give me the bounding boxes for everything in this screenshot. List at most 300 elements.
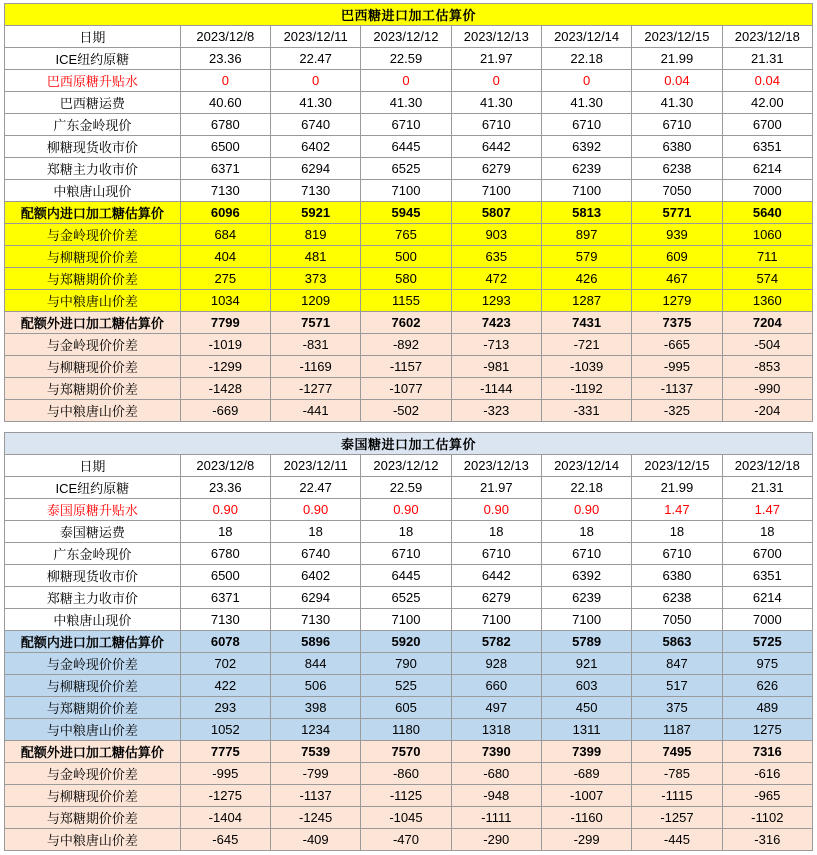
cell: 0.90 bbox=[180, 499, 270, 521]
cell: 6710 bbox=[361, 543, 451, 565]
cell: 6392 bbox=[541, 136, 631, 158]
table-thailand-import-processing-price bbox=[4, 432, 813, 851]
cell: 1060 bbox=[722, 224, 812, 246]
cell: 5813 bbox=[541, 202, 631, 224]
cell: 450 bbox=[541, 697, 631, 719]
cell: 6710 bbox=[541, 114, 631, 136]
cell: 21.31 bbox=[722, 477, 812, 499]
table-header-row bbox=[5, 26, 813, 48]
cell: 7050 bbox=[632, 609, 722, 631]
cell: -1019 bbox=[180, 334, 270, 356]
block-divider bbox=[4, 422, 813, 432]
header-date-6: 2023/12/18 bbox=[722, 26, 812, 48]
table-row bbox=[5, 499, 813, 521]
table-row bbox=[5, 180, 813, 202]
row-label: 与金岭现价价差 bbox=[5, 224, 181, 246]
cell: 6239 bbox=[541, 587, 631, 609]
row-label: 配额内进口加工糖估算价 bbox=[5, 202, 181, 224]
cell: 1275 bbox=[722, 719, 812, 741]
cell: -1299 bbox=[180, 356, 270, 378]
header-date-label: 日期 bbox=[5, 455, 181, 477]
cell: 42.00 bbox=[722, 92, 812, 114]
cell: 7423 bbox=[451, 312, 541, 334]
row-label: 巴西原糖升贴水 bbox=[5, 70, 181, 92]
table-title-row bbox=[5, 433, 813, 455]
cell: 6710 bbox=[361, 114, 451, 136]
cell: 1209 bbox=[270, 290, 360, 312]
cell: 7000 bbox=[722, 180, 812, 202]
cell: 6371 bbox=[180, 587, 270, 609]
cell: 603 bbox=[541, 675, 631, 697]
cell: 6402 bbox=[270, 136, 360, 158]
cell: -665 bbox=[632, 334, 722, 356]
cell: 7390 bbox=[451, 741, 541, 763]
row-label: 广东金岭现价 bbox=[5, 114, 181, 136]
cell: 6214 bbox=[722, 587, 812, 609]
cell: -299 bbox=[541, 829, 631, 851]
table-row bbox=[5, 290, 813, 312]
cell: 1311 bbox=[541, 719, 631, 741]
table-row bbox=[5, 763, 813, 785]
cell: 7570 bbox=[361, 741, 451, 763]
row-label: 与中粮唐山价差 bbox=[5, 400, 181, 422]
cell: 1034 bbox=[180, 290, 270, 312]
cell: -860 bbox=[361, 763, 451, 785]
table-title-brazil: 巴西糖进口加工估算价 bbox=[5, 4, 813, 26]
cell: -853 bbox=[722, 356, 812, 378]
row-label: 与中粮唐山价差 bbox=[5, 829, 181, 851]
row-label: 与中粮唐山价差 bbox=[5, 290, 181, 312]
cell: 6445 bbox=[361, 565, 451, 587]
cell: -990 bbox=[722, 378, 812, 400]
cell: 41.30 bbox=[632, 92, 722, 114]
cell: -1245 bbox=[270, 807, 360, 829]
cell: 7571 bbox=[270, 312, 360, 334]
cell: 21.97 bbox=[451, 477, 541, 499]
cell: 975 bbox=[722, 653, 812, 675]
table-row bbox=[5, 400, 813, 422]
table-row bbox=[5, 675, 813, 697]
cell: -445 bbox=[632, 829, 722, 851]
cell: 373 bbox=[270, 268, 360, 290]
cell: 790 bbox=[361, 653, 451, 675]
cell: 6351 bbox=[722, 565, 812, 587]
cell: -331 bbox=[541, 400, 631, 422]
cell: 6442 bbox=[451, 136, 541, 158]
table-row-highlight bbox=[5, 741, 813, 763]
cell: 0.90 bbox=[451, 499, 541, 521]
cell: 928 bbox=[451, 653, 541, 675]
cell: 7204 bbox=[722, 312, 812, 334]
cell: 22.59 bbox=[361, 48, 451, 70]
cell: 375 bbox=[632, 697, 722, 719]
cell: 6294 bbox=[270, 158, 360, 180]
cell: 0 bbox=[180, 70, 270, 92]
cell: -721 bbox=[541, 334, 631, 356]
table-title-thailand: 泰国糖进口加工估算价 bbox=[5, 433, 813, 455]
table-row bbox=[5, 246, 813, 268]
cell: 426 bbox=[541, 268, 631, 290]
table-row bbox=[5, 268, 813, 290]
cell: -1277 bbox=[270, 378, 360, 400]
cell: 5920 bbox=[361, 631, 451, 653]
cell: -1257 bbox=[632, 807, 722, 829]
header-date-2: 2023/12/12 bbox=[361, 26, 451, 48]
header-date-0: 2023/12/8 bbox=[180, 455, 270, 477]
cell: 0.04 bbox=[722, 70, 812, 92]
table-row bbox=[5, 136, 813, 158]
cell: -948 bbox=[451, 785, 541, 807]
cell: 580 bbox=[361, 268, 451, 290]
cell: 1360 bbox=[722, 290, 812, 312]
cell: 605 bbox=[361, 697, 451, 719]
cell: -204 bbox=[722, 400, 812, 422]
cell: 0 bbox=[361, 70, 451, 92]
cell: 6740 bbox=[270, 114, 360, 136]
cell: -441 bbox=[270, 400, 360, 422]
table-row-highlight bbox=[5, 631, 813, 653]
cell: 819 bbox=[270, 224, 360, 246]
row-label: ICE纽约原糖 bbox=[5, 477, 181, 499]
table-row bbox=[5, 70, 813, 92]
table-row bbox=[5, 224, 813, 246]
cell: -965 bbox=[722, 785, 812, 807]
cell: 1318 bbox=[451, 719, 541, 741]
cell: 41.30 bbox=[451, 92, 541, 114]
row-label: 与郑糖期价价差 bbox=[5, 807, 181, 829]
cell: -713 bbox=[451, 334, 541, 356]
cell: 0.90 bbox=[270, 499, 360, 521]
cell: 579 bbox=[541, 246, 631, 268]
cell: 21.97 bbox=[451, 48, 541, 70]
cell: 7050 bbox=[632, 180, 722, 202]
cell: 500 bbox=[361, 246, 451, 268]
cell: -1045 bbox=[361, 807, 451, 829]
cell: -1111 bbox=[451, 807, 541, 829]
cell: -689 bbox=[541, 763, 631, 785]
cell: 18 bbox=[722, 521, 812, 543]
cell: 517 bbox=[632, 675, 722, 697]
cell: -1169 bbox=[270, 356, 360, 378]
cell: 765 bbox=[361, 224, 451, 246]
cell: 5782 bbox=[451, 631, 541, 653]
table-row bbox=[5, 378, 813, 400]
cell: 1.47 bbox=[632, 499, 722, 521]
header-date-6: 2023/12/18 bbox=[722, 455, 812, 477]
cell: -325 bbox=[632, 400, 722, 422]
table-row-highlight bbox=[5, 312, 813, 334]
cell: -831 bbox=[270, 334, 360, 356]
cell: -316 bbox=[722, 829, 812, 851]
table-row bbox=[5, 114, 813, 136]
table-row bbox=[5, 807, 813, 829]
cell: 7130 bbox=[180, 609, 270, 631]
cell: -1157 bbox=[361, 356, 451, 378]
header-date-3: 2023/12/13 bbox=[451, 455, 541, 477]
cell: 6380 bbox=[632, 136, 722, 158]
cell: 6445 bbox=[361, 136, 451, 158]
header-date-5: 2023/12/15 bbox=[632, 455, 722, 477]
table-row bbox=[5, 48, 813, 70]
cell: 6710 bbox=[541, 543, 631, 565]
cell: 422 bbox=[180, 675, 270, 697]
cell: 6700 bbox=[722, 114, 812, 136]
cell: -785 bbox=[632, 763, 722, 785]
cell: 21.31 bbox=[722, 48, 812, 70]
cell: 6710 bbox=[632, 543, 722, 565]
cell: 23.36 bbox=[180, 477, 270, 499]
cell: 626 bbox=[722, 675, 812, 697]
row-label: 柳糖现货收市价 bbox=[5, 565, 181, 587]
cell: 293 bbox=[180, 697, 270, 719]
cell: -290 bbox=[451, 829, 541, 851]
cell: 7100 bbox=[361, 180, 451, 202]
table-row bbox=[5, 158, 813, 180]
cell: -470 bbox=[361, 829, 451, 851]
cell: 711 bbox=[722, 246, 812, 268]
cell: 23.36 bbox=[180, 48, 270, 70]
cell: 6371 bbox=[180, 158, 270, 180]
table-row-highlight bbox=[5, 202, 813, 224]
cell: 6500 bbox=[180, 565, 270, 587]
cell: -799 bbox=[270, 763, 360, 785]
cell: 847 bbox=[632, 653, 722, 675]
cell: 939 bbox=[632, 224, 722, 246]
table-row bbox=[5, 587, 813, 609]
cell: 6238 bbox=[632, 587, 722, 609]
row-label: 与郑糖期价价差 bbox=[5, 378, 181, 400]
cell: 7100 bbox=[541, 609, 631, 631]
cell: 1287 bbox=[541, 290, 631, 312]
cell: 7100 bbox=[361, 609, 451, 631]
cell: 0.04 bbox=[632, 70, 722, 92]
cell: 6279 bbox=[451, 587, 541, 609]
cell: 660 bbox=[451, 675, 541, 697]
table-row bbox=[5, 653, 813, 675]
cell: 5771 bbox=[632, 202, 722, 224]
cell: 7100 bbox=[451, 180, 541, 202]
header-date-4: 2023/12/14 bbox=[541, 26, 631, 48]
cell: -1077 bbox=[361, 378, 451, 400]
cell: 18 bbox=[270, 521, 360, 543]
cell: -1192 bbox=[541, 378, 631, 400]
cell: 525 bbox=[361, 675, 451, 697]
cell: -1125 bbox=[361, 785, 451, 807]
cell: 6096 bbox=[180, 202, 270, 224]
row-label: 配额外进口加工糖估算价 bbox=[5, 312, 181, 334]
cell: 1187 bbox=[632, 719, 722, 741]
row-label: 柳糖现货收市价 bbox=[5, 136, 181, 158]
cell: 844 bbox=[270, 653, 360, 675]
cell: -892 bbox=[361, 334, 451, 356]
table-row bbox=[5, 521, 813, 543]
cell: -995 bbox=[632, 356, 722, 378]
header-date-1: 2023/12/11 bbox=[270, 455, 360, 477]
cell: -1160 bbox=[541, 807, 631, 829]
table-row bbox=[5, 543, 813, 565]
cell: -502 bbox=[361, 400, 451, 422]
cell: 574 bbox=[722, 268, 812, 290]
cell: -504 bbox=[722, 334, 812, 356]
row-label: 泰国原糖升贴水 bbox=[5, 499, 181, 521]
cell: 275 bbox=[180, 268, 270, 290]
cell: -1115 bbox=[632, 785, 722, 807]
cell: 497 bbox=[451, 697, 541, 719]
cell: 6392 bbox=[541, 565, 631, 587]
row-label: 与中粮唐山价差 bbox=[5, 719, 181, 741]
cell: 7775 bbox=[180, 741, 270, 763]
row-label: 与柳糖现价价差 bbox=[5, 246, 181, 268]
cell: 404 bbox=[180, 246, 270, 268]
cell: 0.90 bbox=[541, 499, 631, 521]
cell: 5945 bbox=[361, 202, 451, 224]
cell: 22.18 bbox=[541, 48, 631, 70]
cell: -1137 bbox=[632, 378, 722, 400]
row-label: 配额内进口加工糖估算价 bbox=[5, 631, 181, 653]
cell: 1180 bbox=[361, 719, 451, 741]
table-title-row bbox=[5, 4, 813, 26]
cell: 1234 bbox=[270, 719, 360, 741]
cell: 7316 bbox=[722, 741, 812, 763]
cell: 22.18 bbox=[541, 477, 631, 499]
table-row bbox=[5, 477, 813, 499]
cell: 6380 bbox=[632, 565, 722, 587]
cell: 7495 bbox=[632, 741, 722, 763]
cell: 7799 bbox=[180, 312, 270, 334]
cell: -1137 bbox=[270, 785, 360, 807]
cell: 897 bbox=[541, 224, 631, 246]
cell: 5789 bbox=[541, 631, 631, 653]
table-brazil-import-processing-price bbox=[4, 3, 813, 422]
cell: 41.30 bbox=[270, 92, 360, 114]
cell: 481 bbox=[270, 246, 360, 268]
cell: 7539 bbox=[270, 741, 360, 763]
cell: 635 bbox=[451, 246, 541, 268]
header-date-label: 日期 bbox=[5, 26, 181, 48]
table-row bbox=[5, 565, 813, 587]
row-label: 与金岭现价价差 bbox=[5, 763, 181, 785]
cell: 7130 bbox=[180, 180, 270, 202]
cell: -409 bbox=[270, 829, 360, 851]
cell: 0 bbox=[270, 70, 360, 92]
cell: 7375 bbox=[632, 312, 722, 334]
cell: 5807 bbox=[451, 202, 541, 224]
cell: 6710 bbox=[632, 114, 722, 136]
row-label: 与金岭现价价差 bbox=[5, 653, 181, 675]
table-row bbox=[5, 697, 813, 719]
cell: -645 bbox=[180, 829, 270, 851]
cell: 6525 bbox=[361, 587, 451, 609]
table-row bbox=[5, 609, 813, 631]
row-label: 与柳糖现价价差 bbox=[5, 356, 181, 378]
cell: -1007 bbox=[541, 785, 631, 807]
header-date-1: 2023/12/11 bbox=[270, 26, 360, 48]
table-row bbox=[5, 92, 813, 114]
cell: 6740 bbox=[270, 543, 360, 565]
cell: 6351 bbox=[722, 136, 812, 158]
cell: 1.47 bbox=[722, 499, 812, 521]
row-label: 配额外进口加工糖估算价 bbox=[5, 741, 181, 763]
cell: 1052 bbox=[180, 719, 270, 741]
cell: 7100 bbox=[541, 180, 631, 202]
header-date-4: 2023/12/14 bbox=[541, 455, 631, 477]
cell: 7431 bbox=[541, 312, 631, 334]
table-row bbox=[5, 829, 813, 851]
cell: 7100 bbox=[451, 609, 541, 631]
cell: 489 bbox=[722, 697, 812, 719]
cell: 6500 bbox=[180, 136, 270, 158]
cell: 5896 bbox=[270, 631, 360, 653]
row-label: 郑糖主力收市价 bbox=[5, 158, 181, 180]
cell: 18 bbox=[541, 521, 631, 543]
cell: 6402 bbox=[270, 565, 360, 587]
cell: 6710 bbox=[451, 543, 541, 565]
cell: 903 bbox=[451, 224, 541, 246]
cell: 7602 bbox=[361, 312, 451, 334]
cell: 22.47 bbox=[270, 48, 360, 70]
cell: -669 bbox=[180, 400, 270, 422]
row-label: 泰国糖运费 bbox=[5, 521, 181, 543]
header-date-0: 2023/12/8 bbox=[180, 26, 270, 48]
row-label: 与柳糖现价价差 bbox=[5, 675, 181, 697]
cell: 5725 bbox=[722, 631, 812, 653]
cell: 7000 bbox=[722, 609, 812, 631]
row-label: 与金岭现价价差 bbox=[5, 334, 181, 356]
cell: 40.60 bbox=[180, 92, 270, 114]
cell: 684 bbox=[180, 224, 270, 246]
cell: 5921 bbox=[270, 202, 360, 224]
cell: 18 bbox=[361, 521, 451, 543]
row-label: 与郑糖期价价差 bbox=[5, 697, 181, 719]
cell: 6700 bbox=[722, 543, 812, 565]
cell: 6294 bbox=[270, 587, 360, 609]
header-date-2: 2023/12/12 bbox=[361, 455, 451, 477]
cell: 506 bbox=[270, 675, 360, 697]
cell: 21.99 bbox=[632, 48, 722, 70]
table-row bbox=[5, 719, 813, 741]
cell: 472 bbox=[451, 268, 541, 290]
header-date-5: 2023/12/15 bbox=[632, 26, 722, 48]
table-row bbox=[5, 334, 813, 356]
cell: 467 bbox=[632, 268, 722, 290]
cell: 1155 bbox=[361, 290, 451, 312]
cell: 6525 bbox=[361, 158, 451, 180]
cell: 6238 bbox=[632, 158, 722, 180]
cell: -1428 bbox=[180, 378, 270, 400]
cell: -1404 bbox=[180, 807, 270, 829]
cell: -323 bbox=[451, 400, 541, 422]
cell: -995 bbox=[180, 763, 270, 785]
row-label: 与柳糖现价价差 bbox=[5, 785, 181, 807]
row-label: 巴西糖运费 bbox=[5, 92, 181, 114]
cell: 5640 bbox=[722, 202, 812, 224]
cell: 7130 bbox=[270, 609, 360, 631]
cell: 41.30 bbox=[541, 92, 631, 114]
row-label: 中粮唐山现价 bbox=[5, 180, 181, 202]
cell: -680 bbox=[451, 763, 541, 785]
cell: -1039 bbox=[541, 356, 631, 378]
cell: 7399 bbox=[541, 741, 631, 763]
cell: 18 bbox=[632, 521, 722, 543]
cell: 5863 bbox=[632, 631, 722, 653]
cell: -1102 bbox=[722, 807, 812, 829]
table-header-row bbox=[5, 455, 813, 477]
cell: -1275 bbox=[180, 785, 270, 807]
cell: -616 bbox=[722, 763, 812, 785]
cell: 22.59 bbox=[361, 477, 451, 499]
cell: 21.99 bbox=[632, 477, 722, 499]
row-label: 郑糖主力收市价 bbox=[5, 587, 181, 609]
